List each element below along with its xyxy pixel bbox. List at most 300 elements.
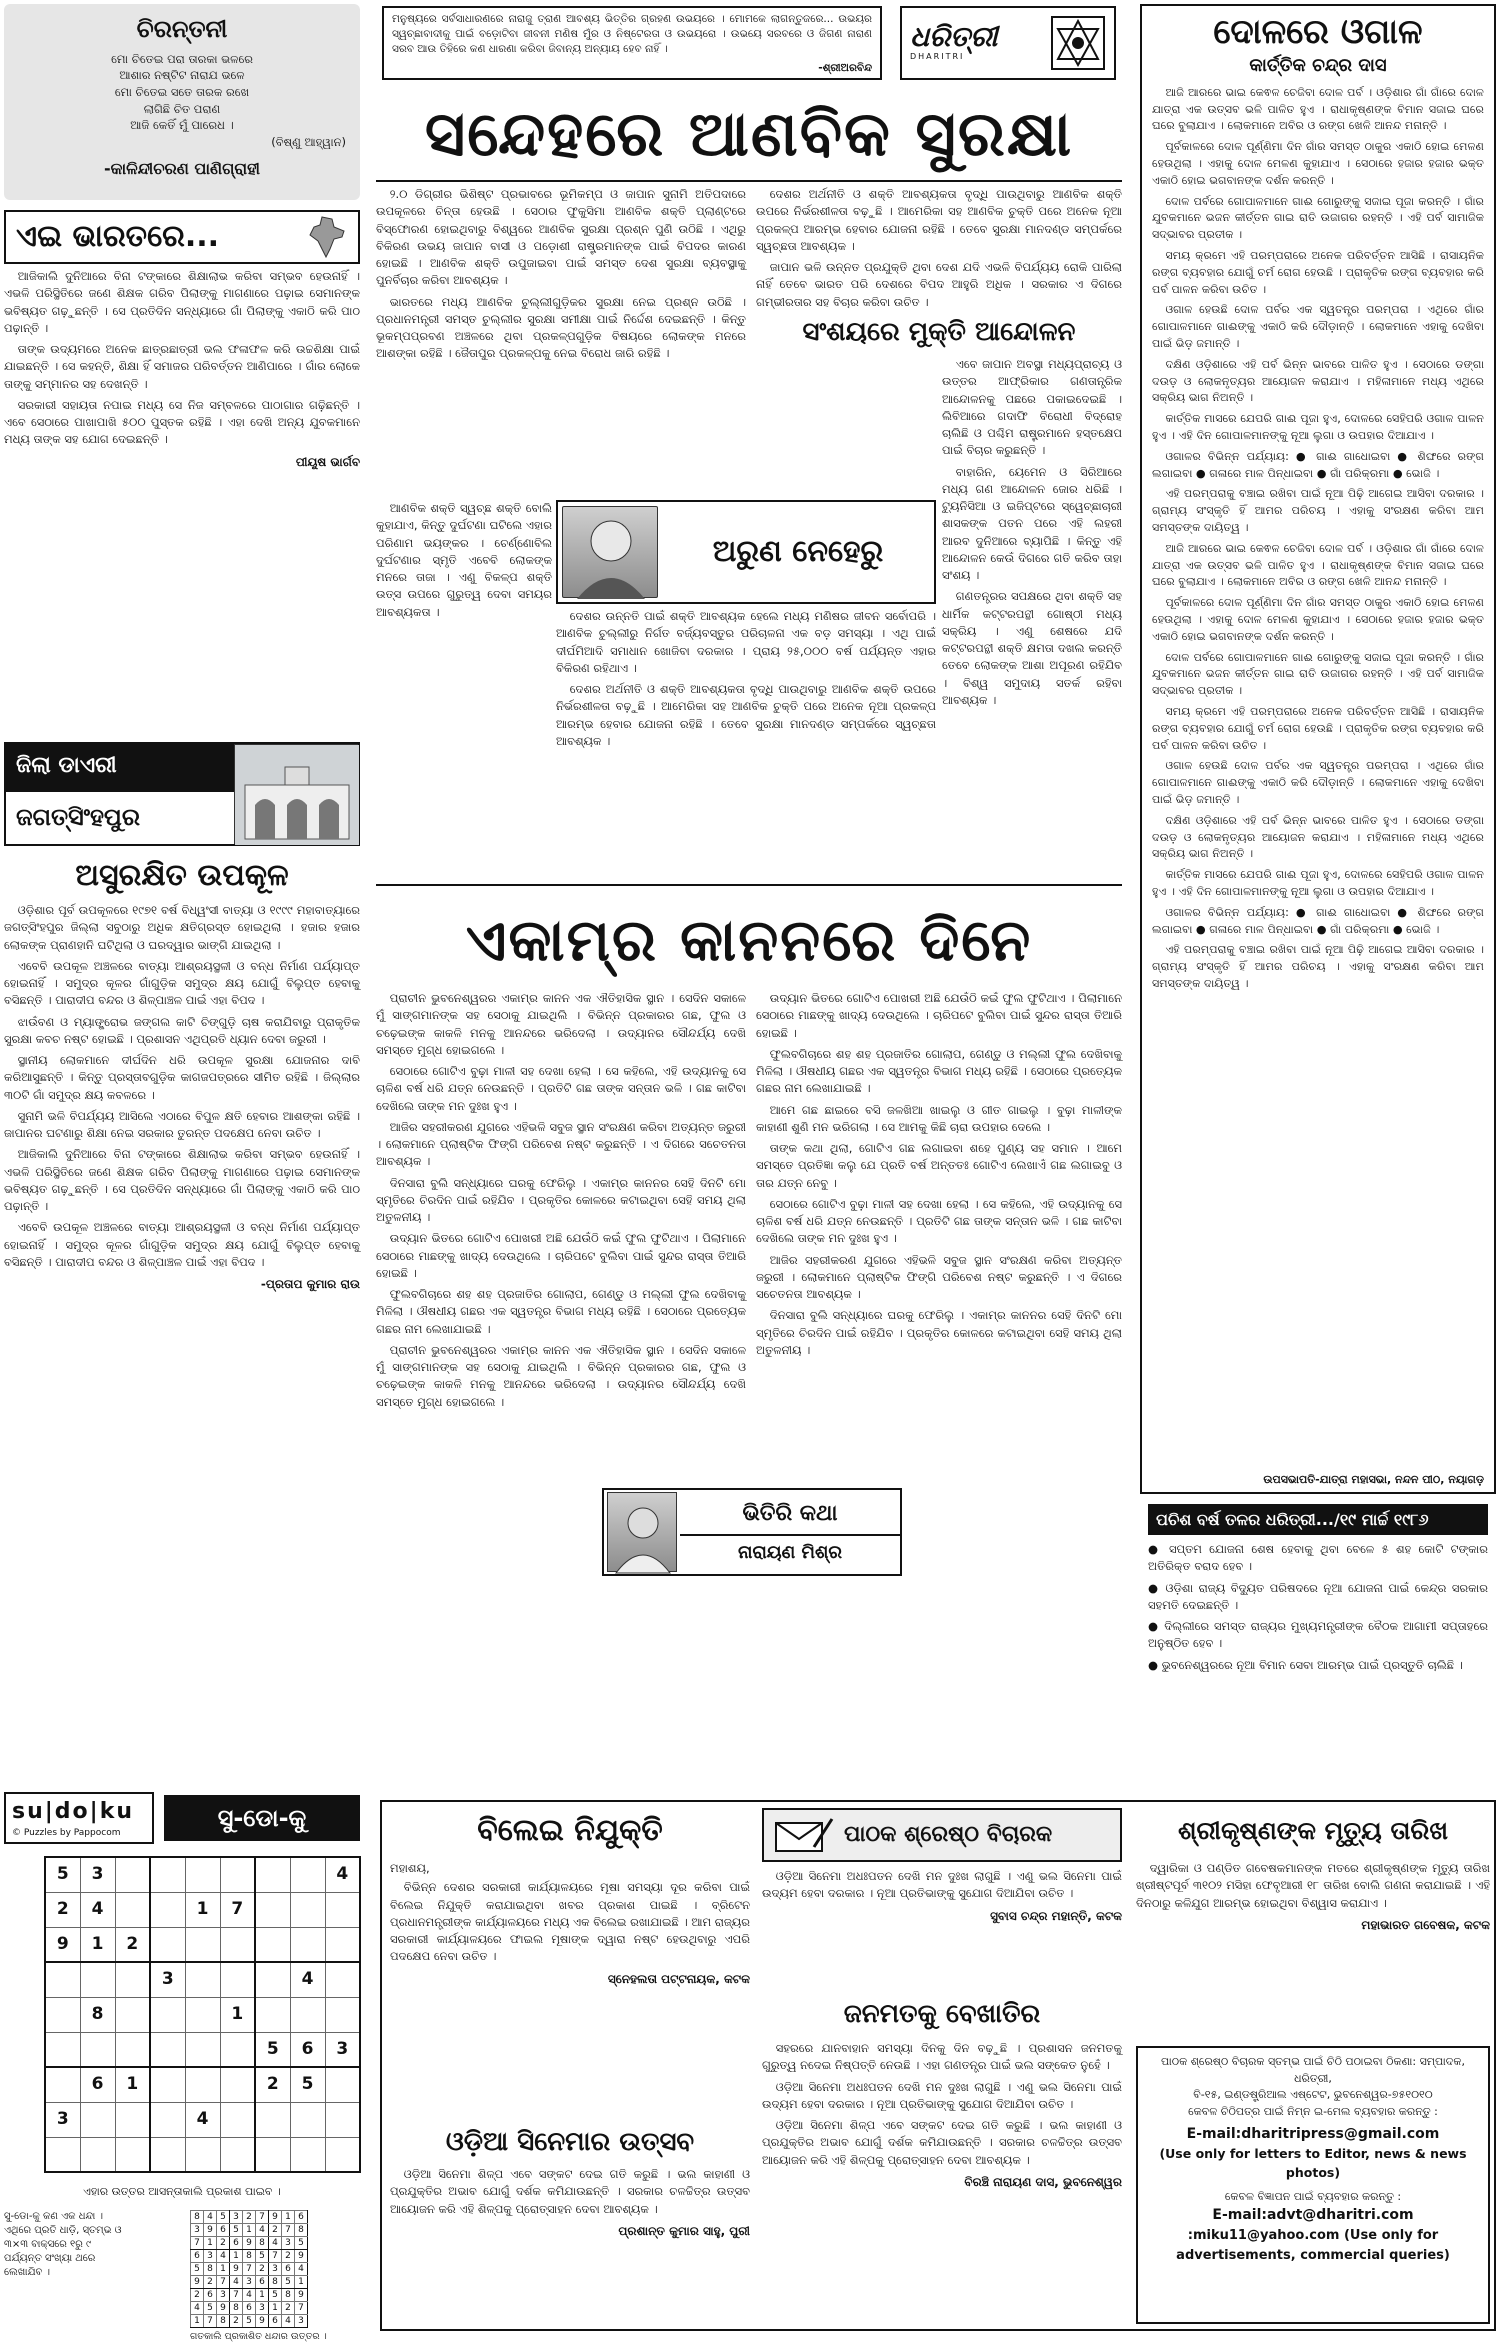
sudoku-solution-wrap (190, 2210, 350, 2342)
sudoku-cell[interactable] (115, 1962, 150, 1997)
sudoku-cell[interactable]: 4 (290, 1962, 325, 1997)
asurakshita-title: ଅସୁରକ୍ଷିତ ଉପକୂଳ (75, 858, 289, 893)
bhitiri-labels (680, 1498, 900, 1566)
solution-cell: 5 (191, 2263, 204, 2276)
solution-cell: 6 (282, 2263, 295, 2276)
sudoku-logo-sub: © Puzzles by Pappocom (12, 1828, 121, 1839)
ei-bharat-body (4, 268, 360, 736)
list-item-text: ଦିଲ୍ଲୀରେ ସମସ୍ତ ରାଜ୍ୟର ମୁଖ୍ୟମନ୍ତ୍ରୀଙ୍କ ବୈଠକ ଆଗାମୀ ସପ୍ତାହରେ ଅନୁଷ୍ଠିତ ହେବ । (1148, 1619, 1488, 1651)
paragraph: ଦେଶର ଉନ୍ନତି ପାଇଁ ଶକ୍ତି ଆବଶ୍ୟକ ହେଲେ ମଧ୍ୟ ମଣିଷର ଜୀବନ ସର୍ବୋପରି । ଆଣବିକ ଚୁଲ୍ଲୀରୁ ନିର୍ଗତ ବର୍ଜ୍ୟବସ୍ତୁର ପରିଚାଳନା ଏକ ବଡ଼ ସମସ୍ୟା । ଏଥି ପାଇଁ ଦୀର୍ଘମିଆଦି ସମାଧାନ ଖୋଜିବା ଦରକାର । ପ୍ରାୟ ୨୫,୦୦୦ ବର୍ଷ ପର୍ଯ୍ୟନ୍ତ ଏହାର ବିକିରଣ ରହିଥାଏ । (556, 609, 936, 675)
paragraph: ଓଡ଼ିଆ ସିନେମା ଅଧଃପତନ ଦେଖି ମନ ଦୁଃଖ ଲାଗୁଛି । ଏଣୁ ଭଲ ସିନେମା ପାଇଁ ଉଦ୍ୟମ ହେବା ଦରକାର । ନୂଆ ପ୍ରତିଭାଙ୍କୁ ସୁଯୋଗ ଦିଆଯିବା ଉଚିତ । (762, 1869, 1122, 1901)
solution-cell: 2 (256, 2263, 269, 2276)
solution-row (191, 2263, 308, 2276)
solution-cell: 4 (282, 2315, 295, 2328)
asurakshita-author: -ପ୍ରତାପ କୁମାର ରାଉ (260, 1277, 360, 1291)
solution-cell: 8 (282, 2289, 295, 2302)
sudoku-cell[interactable] (290, 2137, 325, 2172)
ei-bharat-header (4, 210, 360, 264)
sudoku-cell[interactable]: 1 (220, 1997, 255, 2032)
contact-email-letters[interactable]: E-mail:dharitripress@gmail.com (1186, 2126, 1440, 2142)
solution-cell: 2 (282, 2250, 295, 2263)
solution-cell: 8 (269, 2276, 282, 2289)
solution-cell: 9 (230, 2263, 243, 2276)
sudoku-grid[interactable] (44, 1856, 361, 2173)
contact-line: ପାଠକ ଶ୍ରେଷ୍ଠ ବିଚାରକ ସ୍ତମ୍ଭ ପାଇଁ ଚିଠି ପଠାଇବା ଠିକଣା: ସମ୍ପାଦକ, ଧରିତ୍ରୀ, (1161, 2055, 1465, 2085)
paragraph: ପୂର୍ବକାଳରେ ଦୋଳ ପୂର୍ଣ୍ଣିମା ଦିନ ଗାଁର ସମସ୍ତ ଠାକୁର ଏକାଠି ହୋଇ ମେଳଣ ହେଉଥିଲା । ଏହାକୁ ଦୋଳ ମେଳଣ କୁହାଯାଏ । ସେଠାରେ ହଜାର ହଜାର ଭକ୍ତ ଏକାଠି ହୋଇ ଭଗବାନଙ୍କ ଦର୍ଶନ କରନ୍ତି । (1152, 140, 1484, 187)
sudoku-cell[interactable] (150, 1857, 185, 1892)
sudoku-cell[interactable]: 8 (80, 1997, 115, 2032)
paragraph: କାର୍ତ୍ତିକ ମାସରେ ଯେପରି ଗାଈ ପୂଜା ହୁଏ, ଦୋଳରେ ସେହିପରି ଓଗାଳ ପାଳନ ହୁଏ । ଏହି ଦିନ ଗୋପାଳମାନଙ୍କୁ ନୂଆ ଲୁଗା ଓ ଉପହାର ଦିଆଯାଏ । (1152, 412, 1484, 443)
solution-cell: 5 (295, 2237, 308, 2250)
solution-cell: 4 (217, 2250, 230, 2263)
solution-cell: 4 (204, 2211, 217, 2224)
solution-cell: 5 (269, 2289, 282, 2302)
paragraph: ଦକ୍ଷିଣ ଓଡ଼ିଶାରେ ଏହି ପର୍ବ ଭିନ୍ନ ଭାବରେ ପାଳିତ ହୁଏ । ସେଠାରେ ଡଙ୍ଗା ଦଉଡ଼ ଓ ଲୋକନୃତ୍ୟର ଆୟୋଜନ କରାଯାଏ । ମହିଳାମାନେ ମଧ୍ୟ ଏଥିରେ ସକ୍ରିୟ ଭାଗ ନିଅନ୍ତି । (1152, 357, 1484, 405)
letter-sign: ସୁବାସ ଚନ୍ଦ୍ର ମହାନ୍ତି, କଟକ (990, 1908, 1122, 1923)
zilla-diary-box (4, 742, 360, 846)
solution-cell: 6 (217, 2224, 230, 2237)
sudoku-cell[interactable] (150, 1927, 185, 1962)
sanshaya-body (942, 356, 1122, 880)
sudoku-cell[interactable] (325, 2067, 360, 2102)
solution-cell: 6 (256, 2276, 269, 2289)
sudoku-cell[interactable] (290, 1927, 325, 1962)
sudoku-cell[interactable] (255, 2137, 290, 2172)
paragraph: ଓଡ଼ିଆ ସିନେମା ଶିଳ୍ପ ଏବେ ସଙ୍କଟ ଦେଇ ଗତି କରୁଛି । ଭଲ କାହାଣୀ ଓ ପ୍ରଯୁକ୍ତିର ଅଭାବ ଯୋଗୁଁ ଦର୍ଶକ କମିଯାଉଛନ୍ତି । ସରକାର ଚଳଚ୍ଚିତ୍ର ଉତ୍ସବ ଆୟୋଜନ କରି ଏହି ଶିଳ୍ପକୁ ପ୍ରୋତ୍ସାହନ ଦେବା ଆବଶ୍ୟକ । (762, 2118, 1122, 2167)
sudoku-cell[interactable] (220, 1962, 255, 1997)
sudoku-cell[interactable] (185, 1962, 220, 1997)
solution-cell: 8 (217, 2315, 230, 2328)
sudoku-cell[interactable] (80, 2137, 115, 2172)
sudoku-cell[interactable] (325, 1892, 360, 1927)
bilei-title: ବିଲେଇ ନିଯୁକ୍ତି (477, 1813, 663, 1848)
sudoku-cell[interactable]: 2 (45, 1892, 80, 1927)
poem-line: ମୋ ଚିତେଇ ସତେ ତାରକ ରଖେ (114, 85, 250, 100)
sudoku-row (45, 2102, 360, 2137)
sudoku-cell[interactable] (115, 1892, 150, 1927)
sudoku-cell[interactable]: 2 (115, 1927, 150, 1962)
dolare-body (1152, 85, 1484, 993)
contact-line: କେବଳ ଚିଠିପତ୍ର ପାଇଁ ନିମ୍ନ ଇ-ମେଲ ବ୍ୟବହାର କରନ୍ତୁ : (1188, 2104, 1438, 2118)
sudoku-row (45, 2032, 360, 2067)
paragraph: ବାହାରିନ, ୟେମେନ ଓ ସିରିଆରେ ମଧ୍ୟ ଗଣ ଆନ୍ଦୋଳନ ଜୋର ଧରିଛି । ଟ୍ୟୁନିସିଆ ଓ ଇଜିପ୍ଟରେ ସ୍ୱେଚ୍ଛାଚାରୀ ଶାସକଙ୍କ ପତନ ପରେ ଏହି ଲହରୀ ଆରବ ଦୁନିଆରେ ବ୍ୟାପିଛି । କିନ୍ତୁ ଏହି ଆନ୍ଦୋଳନ କେଉଁ ଦିଗରେ ଗତି କରିବ ତାହା ସଂଶୟ । (942, 464, 1122, 582)
solution-cell: 4 (269, 2237, 282, 2250)
solution-cell: 6 (243, 2302, 256, 2315)
paragraph: ଆଜି ଆରରେ ଭାଇ କେଵଳ ଚେଜିବା ଦୋଳ ପର୍ବ । ଓଡ଼ିଶାର ଗାଁ ଗାଁରେ ଦୋଳ ଯାତ୍ରା ଏକ ଉତ୍ସବ ଭଳି ପାଳିତ ହୁଏ । ରାଧାକୃଷ୍ଣଙ୍କ ବିମାନ ସଜାଇ ଘରେ ଘରେ ବୁଲାଯାଏ । ଲୋକମାନେ ଅବିର ଓ ରଙ୍ଗ ଖେଳି ଆନନ୍ଦ ମନାନ୍ତି । (1152, 541, 1484, 589)
sudoku-logo (4, 1792, 154, 1845)
sudoku-solution (190, 2210, 308, 2328)
paragraph: ଫୁଲବଗିଚାରେ ଶହ ଶହ ପ୍ରଜାତିର ଗୋଲାପ, ଗେଣ୍ଡୁ ଓ ମଲ୍ଲୀ ଫୁଲ ଦେଖିବାକୁ ମିଳିଲା । ଔଷଧୀୟ ଗଛର ଏକ ସ୍ୱତନ୍ତ୍ର ବିଭାଗ ମଧ୍ୟ ରହିଛି । ସେଠାରେ ପ୍ରତ୍ୟେକ ଗଛର ନାମ ଲେଖାଯାଇଛି । (376, 1287, 746, 1336)
solution-cell: 2 (282, 2302, 295, 2315)
solution-cell: 9 (217, 2302, 230, 2315)
paragraph: ଉଦ୍ୟାନ ଭିତରେ ଗୋଟିଏ ପୋଖରୀ ଅଛି ଯେଉଁଠି କଇଁ ଫୁଲ ଫୁଟିଥାଏ । ପିଲାମାନେ ସେଠାରେ ମାଛଙ୍କୁ ଖାଦ୍ୟ ଦେଉଥିଲେ । ଚାରିପଟେ ବୁଲିବା ପାଇଁ ସୁନ୍ଦର ରାସ୍ତା ତିଆରି ହୋଇଛି । (756, 991, 1122, 1040)
masthead-logo-text (910, 20, 998, 63)
paragraph: ଓଡ଼ିଆ ସିନେମା ଅଧଃପତନ ଦେଖି ମନ ଦୁଃଖ ଲାଗୁଛି । ଏଣୁ ଭଲ ସିନେମା ପାଇଁ ଉଦ୍ୟମ ହେବା ଦରକାର । ନୂଆ ପ୍ରତିଭାଙ୍କୁ ସୁଯୋଗ ଦିଆଯିବା ଉଚିତ । (762, 2079, 1122, 2111)
letter-sign: ସ୍ନେହଲତା ପଟ୍ଟନାୟକ, କଟକ (607, 1971, 750, 1986)
sudoku-cell[interactable] (115, 1997, 150, 2032)
sudoku-cell[interactable]: 1 (115, 2067, 150, 2102)
sudoku-cell[interactable]: 2 (255, 2067, 290, 2102)
zilla-label: ଜିଲା ଡାଏରୀ (6, 744, 234, 792)
solution-cell: 9 (204, 2224, 217, 2237)
sudoku-cell[interactable]: 4 (185, 2102, 220, 2137)
sudoku-cell[interactable]: 5 (45, 1857, 80, 1892)
solution-cell: 9 (243, 2237, 256, 2250)
sudoku-cell[interactable]: 4 (325, 1857, 360, 1892)
paragraph: ପ୍ରାଚୀନ ଭୁବନେଶ୍ୱରର ଏକାମ୍ର କାନନ ଏକ ଐତିହାସିକ ସ୍ଥାନ । ସେଦିନ ସକାଳେ ମୁଁ ସାଙ୍ଗମାନଙ୍କ ସହ ସେଠାକୁ ଯାଇଥିଲି । ବିଭିନ୍ନ ପ୍ରକାରର ଗଛ, ଫୁଲ ଓ ଚଢ଼େଇଙ୍କ କାକଳି ମନକୁ ଆନନ୍ଦରେ ଭରିଦେଲା । ଉଦ୍ୟାନର ସୌନ୍ଦର୍ଯ୍ୟ ଦେଖି ସମସ୍ତେ ମୁଗ୍ଧ ହୋଇଗଲେ । (376, 1342, 746, 1409)
sudoku-cell[interactable]: 7 (220, 1892, 255, 1927)
main-headline: ସନ୍ଦେହରେ ଆଣବିକ ସୁରକ୍ଷା (376, 86, 1122, 182)
sudoku-cell[interactable] (80, 2102, 115, 2137)
solution-cell: 2 (230, 2315, 243, 2328)
solution-cell: 6 (191, 2250, 204, 2263)
odia-cinema-title: ଓଡ଼ିଆ ସିନେମାର ଉତ୍ସବ (445, 2127, 695, 2157)
solution-cell: 7 (269, 2250, 282, 2263)
solution-cell: 6 (230, 2237, 243, 2250)
sudoku-cell[interactable]: 5 (255, 2032, 290, 2067)
letter-sign: ମହାଭାରତ ଗବେଷକ, କଟକ (1361, 1917, 1490, 1932)
sudoku-cell[interactable] (220, 1927, 255, 1962)
author-box (556, 500, 936, 604)
poem-line: ଆଶାର ନଷ୍ଟିଟ ନାରାଯ ଭଳେ (119, 68, 245, 83)
contact-line: ବି-୧୫, ଇଣ୍ଡଷ୍ଟ୍ରିଆଲ ଏଷ୍ଟେଟ, ଭୁବନେଶ୍ୱର-୭୫୧୦୧୦ (1193, 2088, 1433, 2101)
sudoku-cell[interactable] (290, 2102, 325, 2137)
solution-cell: 5 (243, 2315, 256, 2328)
sudoku-cell[interactable] (185, 1857, 220, 1892)
pachisa-list (1148, 1541, 1488, 1674)
solution-cell: 1 (230, 2250, 243, 2263)
zilla-district: ଜଗତ୍‌ସିଂହପୁର (16, 803, 141, 831)
paragraph: ଦକ୍ଷିଣ ଓଡ଼ିଶାରେ ଏହି ପର୍ବ ଭିନ୍ନ ଭାବରେ ପାଳିତ ହୁଏ । ସେଠାରେ ଡଙ୍ଗା ଦଉଡ଼ ଓ ଲୋକନୃତ୍ୟର ଆୟୋଜନ କରାଯାଏ । ମହିଳାମାନେ ମଧ୍ୟ ଏଥିରେ ସକ୍ରିୟ ଭାଗ ନିଅନ୍ତି । (1152, 813, 1484, 861)
solution-cell: 9 (295, 2289, 308, 2302)
solution-row (191, 2237, 308, 2250)
sudoku-cell[interactable] (115, 1857, 150, 1892)
pathaka-body (762, 1868, 1122, 1988)
pathaka-header (762, 1808, 1122, 1862)
chirantani-title: ଚିରନ୍ତନୀ (136, 15, 228, 43)
sudoku-cell[interactable] (185, 2067, 220, 2102)
paragraph: ଓଗାଳର ବିଭିନ୍ନ ପର୍ଯ୍ୟାୟ: ● ଗାଈ ଗାଧୋଇବା ● ଶିଙ୍ଘରେ ରଙ୍ଗ ଲଗାଇବା ● ଗଳାରେ ମାଳ ପିନ୍ଧାଇବା ● ଗାଁ ପରିକ୍ରମା ● ଭୋଜି । (1152, 905, 1484, 936)
author-portrait-icon (563, 507, 659, 599)
main-article-col1-b (376, 500, 552, 880)
paragraph: ସୁନାମି ଭଳି ବିପର୍ଯ୍ୟୟ ଆସିଲେ ଏଠାରେ ବିପୁଳ କ୍ଷତି ହେବାର ଆଶଙ୍କା ରହିଛି । ଜାପାନର ଘଟଣାରୁ ଶିକ୍ଷା ନେଇ ସରକାର ତୁରନ୍ତ ପଦକ୍ଷେପ ନେବା ଉଚିତ । (4, 1108, 360, 1140)
paragraph: ସରକାରୀ ସହାୟତା ନପାଇ ମଧ୍ୟ ସେ ନିଜ ସମ୍ବଳରେ ପାଠାଗାର ଗଢ଼ିଛନ୍ତି । ଏବେ ସେଠାରେ ପାଖାପାଖି ୫୦୦ ପୁସ୍ତକ ରହିଛି । ଏହା ଦେଖି ଅନ୍ୟ ଯୁବକମାନେ ମଧ୍ୟ ତାଙ୍କ ସହ ଯୋଗ ଦେଇଛନ୍ତି । (4, 397, 360, 447)
sudoku-cell[interactable] (255, 1927, 290, 1962)
paragraph: ଆମେ ଗଛ ଛାଇରେ ବସି ଜଳଖିଆ ଖାଇଲୁ ଓ ଗୀତ ଗାଇଲୁ । ବୁଢ଼ା ମାଳୀଙ୍କ କାହାଣୀ ଶୁଣି ମନ ଭରିଗଲା । ସେ ଆମକୁ କିଛି ଚାରା ଉପହାର ଦେଲେ । (756, 1102, 1122, 1134)
paragraph: ଆଣବିକ ଶକ୍ତି ସ୍ୱଚ୍ଛ ଶକ୍ତି ବୋଲି କୁହାଯାଏ, କିନ୍ତୁ ଦୁର୍ଘଟଣା ଘଟିଲେ ଏହାର ପରିଣାମ ଭୟଙ୍କର । ଚେର୍ଣ୍ଣୋବିଲ ଦୁର୍ଘଟଣାର ସ୍ମୃତି ଏବେବି ଲୋକଙ୍କ ମନରେ ତାଜା । ଏଣୁ ବିକଳ୍ପ ଶକ୍ତି ଉତ୍ସ ଉପରେ ଗୁରୁତ୍ୱ ଦେବା ସମୟର ଆବଶ୍ୟକତା । (376, 501, 552, 619)
sudoku-cell[interactable] (80, 2032, 115, 2067)
building-icon (235, 745, 359, 845)
solution-cell: 2 (191, 2289, 204, 2302)
sudoku-cell[interactable] (150, 2032, 185, 2067)
sudoku-cell[interactable] (185, 2032, 220, 2067)
solution-cell: 7 (243, 2263, 256, 2276)
list-item-text: ସପ୍ତମ ଯୋଜନା ଶେଷ ହେବାକୁ ଥିବା ବେଳେ ୫ ଶହ କୋଟି ଟଙ୍କାର ଅତିରିକ୍ତ ବରାଦ ହେବ । (1148, 1542, 1488, 1574)
sudoku-rules (4, 2210, 124, 2330)
sanshaya-heading: ସଂଶୟରେ ମୁକ୍ତି ଆନ୍ଦୋଳନ (756, 310, 1122, 354)
salutation: ମହାଶୟ, (390, 1861, 430, 1875)
sudoku-cell[interactable]: 5 (290, 2067, 325, 2102)
sudoku-row (45, 1997, 360, 2032)
paragraph: ଆଜିକାଲି ଦୁନିଆରେ ବିନା ଟଙ୍କାରେ ଶିକ୍ଷାଲାଭ କରିବା ସମ୍ଭବ ହେଉନାହିଁ । ଏଭଳି ପରିସ୍ଥିତିରେ ଜଣେ ଶିକ୍ଷକ ଗରିବ ପିଲାଙ୍କୁ ମାଗଣାରେ ପଢ଼ାଇ ସେମାନଙ୍କ ଭବିଷ୍ୟତ ଗଢ଼ୁଛନ୍ତି । ସେ ପ୍ରତିଦିନ ସନ୍ଧ୍ୟାରେ ଗାଁ ପିଲାଙ୍କୁ ଏକାଠି କରି ପାଠ ପଢ଼ାନ୍ତି । (4, 269, 360, 335)
sudoku-cell[interactable] (255, 1892, 290, 1927)
masthead (900, 6, 1116, 80)
sudoku-rule: ସୁ-ଡୋ-କୁ କଣ ଏକ ଧନ୍ଦା । ଏଥିରେ ପ୍ରତି ଧାଡ଼ି, ସ୍ତମ୍ଭ ଓ ୩×୩ ବାକ୍ସରେ ୧ରୁ ୯ ପର୍ଯ୍ୟନ୍ତ ସଂଖ୍ୟା ଥରେ ଲେଖାଯିବ । (4, 2211, 122, 2278)
masthead-sub: DHARITRI (910, 52, 965, 62)
solution-cell: 1 (282, 2211, 295, 2224)
sudoku-cell[interactable]: 6 (80, 2067, 115, 2102)
solution-cell: 5 (282, 2276, 295, 2289)
janamata-title: ଜନମତକୁ ବେଖାତିର (843, 1999, 1041, 2029)
sudoku-solution-caption: ଗତକାଲି ପ୍ରକାଶିତ ଧନ୍ଦାର ଉତ୍ତର । (190, 2331, 327, 2342)
solution-cell: 3 (217, 2289, 230, 2302)
sudoku-row (45, 2067, 360, 2102)
solution-cell: 3 (191, 2224, 204, 2237)
sudoku-cell[interactable] (325, 1927, 360, 1962)
top-quote-author: -ଶ୍ରୀଅରବିନ୍ଦ (818, 61, 872, 74)
solution-row (191, 2224, 308, 2237)
solution-cell: 1 (204, 2237, 217, 2250)
srikrishna-title: ଶ୍ରୀକୃଷ୍ଣଙ୍କ ମୃତ୍ୟୁ ତାରିଖ (1177, 1816, 1449, 1845)
paragraph: ଏହି ପରମ୍ପରାକୁ ବଞ୍ଚାଇ ରଖିବା ପାଇଁ ନୂଆ ପିଢ଼ି ଆଗେଇ ଆସିବା ଦରକାର । ଗ୍ରାମ୍ୟ ସଂସ୍କୃତି ହିଁ ଆମର ପରିଚୟ । ଏହାକୁ ସଂରକ୍ଷଣ କରିବା ଆମ ସମସ୍ତଙ୍କ ଦାୟିତ୍ୱ । (1152, 487, 1484, 535)
solution-cell: 7 (217, 2276, 230, 2289)
paragraph: ଦିନସାରା ବୁଲି ସନ୍ଧ୍ୟାରେ ଘରକୁ ଫେରିଲୁ । ଏକାମ୍ର କାନନର ସେହି ଦିନଟି ମୋ ସ୍ମୃତିରେ ଚିରଦିନ ପାଇଁ ରହିଯିବ । ପ୍ରକୃତିର କୋଳରେ କଟାଇଥିବା ସେହି ସମୟ ଥିଲା ଅତୁଳନୀୟ । (756, 1308, 1122, 1357)
sudoku-cell[interactable] (45, 2137, 80, 2172)
solution-cell: 3 (230, 2211, 243, 2224)
solution-cell: 3 (204, 2250, 217, 2263)
solution-cell: 5 (230, 2224, 243, 2237)
paragraph: ଦେଶର ଅର୍ଥନୀତି ଓ ଶକ୍ତି ଆବଶ୍ୟକତା ବୃଦ୍ଧି ପାଉଥିବାରୁ ଆଣବିକ ଶକ୍ତି ଉପରେ ନିର୍ଭରଶୀଳତା ବଢ଼ୁଛି । ଆମେରିକା ସହ ଆଣବିକ ଚୁକ୍ତି ପରେ ଅନେକ ନୂଆ ପ୍ରକଳ୍ପ ଆରମ୍ଭ ହେବାର ଯୋଜନା ରହିଛି । ତେବେ ସୁରକ୍ଷା ମାନଦଣ୍ଡ ସମ୍ପର୍କରେ ସ୍ୱଚ୍ଛତା ଆବଶ୍ୟକ । (756, 187, 1122, 253)
solution-cell: 5 (217, 2211, 230, 2224)
sudoku-cell[interactable] (150, 2067, 185, 2102)
sudoku-cell[interactable] (325, 1997, 360, 2032)
top-quote-text: ମନୁଷ୍ୟରେ ସର୍ବସାଧାରଣରେ ନାରାଜୁ ତ୍ରାଣ ଆବଶ୍ୟ ଭିତ୍ତିର ଗ୍ରହଣ ଉଭୟରେ । ମୋମକେ ଲାଗନ୍ତୁଜରେ... ଉଭୟର ସ୍ୱଚ୍ଛାବାଦୀକୁ ପାଇଁ ବଡ଼ୋଟିବା ଜୀବନୀ ମଣିଷ ମୁଁର ଓ ନିଷ୍ଟେରତା ଓ ଉଭୟରୋ । ଉଭୟେ ସରବରେ ଓ ଜିଗଣ ନାରାଣ ସରବ ଆଉ ତିହିରେ କଣ ଧାରଣା କରିବା ଜିବାନ୍ୟ ଅନ୍ୟାୟ ହେବ ନାହିଁ । (392, 13, 872, 56)
sudoku-cell[interactable] (45, 1962, 80, 1997)
solution-cell: 4 (295, 2263, 308, 2276)
solution-cell: 7 (204, 2315, 217, 2328)
pachisa-box (1140, 1500, 1496, 1780)
sudoku-cell[interactable]: 9 (45, 1927, 80, 1962)
sudoku-cell[interactable] (255, 2102, 290, 2137)
solution-cell: 8 (295, 2224, 308, 2237)
sudoku-cell[interactable] (325, 2137, 360, 2172)
sudoku-cell[interactable]: 4 (80, 1892, 115, 1927)
masthead-name: ଧରିତ୍ରୀ (910, 20, 998, 54)
contact-box (1136, 2046, 1490, 2324)
divider (376, 884, 1122, 886)
paragraph: ସେଠାରେ ଗୋଟିଏ ବୁଢ଼ା ମାଳୀ ସହ ଦେଖା ହେଲା । ସେ କହିଲେ, ଏହି ଉଦ୍ୟାନକୁ ସେ ଚାଳିଶ ବର୍ଷ ଧରି ଯତ୍ନ ନେଉଛନ୍ତି । ପ୍ରତିଟି ଗଛ ତାଙ୍କ ସନ୍ତାନ ଭଳି । ଗଛ କାଟିବା ଦେଖିଲେ ତାଙ୍କ ମନ ଦୁଃଖ ହୁଏ । (376, 1064, 746, 1113)
sudoku-cell[interactable] (115, 2032, 150, 2067)
solution-cell: 1 (295, 2276, 308, 2289)
sudoku-cell[interactable] (150, 2137, 185, 2172)
sudoku-row (45, 1857, 360, 1892)
solution-cell: 7 (230, 2289, 243, 2302)
paragraph: ଓଗାଳ ହେଉଛି ଦୋଳ ପର୍ବର ଏକ ସ୍ୱତନ୍ତ୍ର ପରମ୍ପରା । ଏଥିରେ ଗାଁର ଗୋପାଳମାନେ ଗାଈଙ୍କୁ ଏକାଠି କରି ଦୌଡ଼ାନ୍ତି । ଲୋକମାନେ ଏହାକୁ ଦେଖିବା ପାଇଁ ଭିଡ଼ ଜମାନ୍ତି । (1152, 759, 1484, 806)
list-item: ● ଦିଲ୍ଲୀରେ ସମସ୍ତ ରାଜ୍ୟର ମୁଖ୍ୟମନ୍ତ୍ରୀଙ୍କ ବୈଠକ ଆଗାମୀ ସପ୍ତାହରେ ଅନୁଷ୍ଠିତ ହେବ । (1148, 1619, 1488, 1651)
sudoku-cell[interactable]: 3 (325, 2032, 360, 2067)
paragraph: ଆଜିର ସହରୀକରଣ ଯୁଗରେ ଏହିଭଳି ସବୁଜ ସ୍ଥାନ ସଂରକ୍ଷଣ କରିବା ଅତ୍ୟନ୍ତ ଜରୁରୀ । ଲୋକମାନେ ପ୍ଲାଷ୍ଟିକ ଫିଙ୍ଗି ପରିବେଶ ନଷ୍ଟ କରୁଛନ୍ତି । ଏ ଦିଗରେ ସଚେତନତା ଆବଶ୍ୟକ । (756, 1252, 1122, 1301)
sudoku-cell[interactable] (185, 1927, 220, 1962)
letter-sign: ପ୍ରଶାନ୍ତ କୁମାର ସାହୁ, ପୁରୀ (618, 2223, 750, 2238)
solution-cell: 9 (295, 2250, 308, 2263)
sudoku-cell[interactable] (325, 2102, 360, 2137)
paragraph: ୨.୦ ଡିଗ୍ରୀର ଭିଶିଷ୍ଟ ପ୍ରଭାବରେ ଭୂମିକମ୍ପ ଓ ଜାପାନ ସୁନାମି ଅତିପଦାରେ ଉପକୂଳରେ ଚିନ୍ତା ହେଉଛି । ସେଠାର ଫୁକୁସିମା ଆଣବିକ ଶକ୍ତି ପ୍ଲାଣ୍ଟରେ ବିସ୍ଫୋରଣ ହୋଇଥିବାରୁ ବିଶ୍ୱରେ ଆଣବିକ ସୁରକ୍ଷା ପ୍ରଶ୍ନ ପୁଣି ଉଠିଛି । ଏଥିରୁ ବିକିରଣ ଉଭୟ ଜାପାନ ବାସୀ ଓ ପଡ଼ୋଶୀ ରାଷ୍ଟ୍ରମାନଙ୍କ ପାଇଁ ବିପଦର କାରଣ ହୋଇଛି । ଆଣବିକ ଶକ୍ତି ଉପୁଜାଇବା ପାଇଁ ସମସ୍ତ ଦେଶ ସୁରକ୍ଷା ବ୍ୟବସ୍ଥାକୁ ପୁନର୍ବିଚାର କରିବା ଆବଶ୍ୟକ । (376, 187, 746, 288)
contact-email-note: (Use only for letters to Editor, news & news photos) (1159, 2146, 1467, 2180)
sudoku-grid-wrap (44, 1856, 364, 2176)
paragraph: ଜାପାନ ଭଳି ଉନ୍ନତ ପ୍ରଯୁକ୍ତି ଥିବା ଦେଶ ଯଦି ଏଭଳି ବିପର୍ଯ୍ୟୟ ରୋକି ପାରିଲା ନାହିଁ ତେବେ ଭାରତ ପରି ଦେଶରେ ବିପଦ ଆହୁରି ଅଧିକ । ସରକାର ଏ ଦିଗରେ ଗମ୍ଭୀରତାର ସହ ବିଚାର କରିବା ଉଚିତ । (756, 260, 1122, 309)
paragraph: ଆଜିର ସହରୀକରଣ ଯୁଗରେ ଏହିଭଳି ସବୁଜ ସ୍ଥାନ ସଂରକ୍ଷଣ କରିବା ଅତ୍ୟନ୍ତ ଜରୁରୀ । ଲୋକମାନେ ପ୍ଲାଷ୍ଟିକ ଫିଙ୍ଗି ପରିବେଶ ନଷ୍ଟ କରୁଛନ୍ତି । ଏ ଦିଗରେ ସଚେତନତା ଆବଶ୍ୟକ । (376, 1119, 746, 1169)
bhitiri-author: ନାରାୟଣ ମିଶ୍ର (737, 1541, 842, 1563)
sudoku-cell[interactable] (325, 1962, 360, 1997)
dolare-title: ଦୋଳରେ ଓଗାଳ (1213, 12, 1423, 52)
sudoku-cell[interactable] (115, 2102, 150, 2137)
list-item-text: ଭୁବନେଶ୍ୱରରେ ନୂଆ ବିମାନ ସେବା ଆରମ୍ଭ ପାଇଁ ପ୍ରସ୍ତୁତି ଚାଲିଛି । (1161, 1657, 1463, 1672)
sudoku-row (45, 1962, 360, 1997)
solution-cell: 1 (256, 2289, 269, 2302)
bhitiri-katha-box (602, 1488, 902, 1576)
sudoku-cell[interactable] (290, 1892, 325, 1927)
paragraph: ବିଭିନ୍ନ ଦେଶର ସରକାରୀ କାର୍ଯ୍ୟାଳୟରେ ମୂଷା ସମସ୍ୟା ଦୂର କରିବା ପାଇଁ ବିଲେଇ ନିଯୁକ୍ତି କରାଯାଇଥିବା ଖବର ପ୍ରକାଶ ପାଇଛି । ବ୍ରିଟେନ ପ୍ରଧାନମନ୍ତ୍ରୀଙ୍କ କାର୍ଯ୍ୟାଳୟରେ ମଧ୍ୟ ଏକ ବିଲେଇ ରଖାଯାଇଛି । ଆମ ରାଜ୍ୟର ସରକାରୀ କାର୍ଯ୍ୟାଳୟରେ ଫାଇଲ ମୂଷାଙ୍କ ଦ୍ୱାରା ନଷ୍ଟ ହେଉଥିବାରୁ ଏପରି ପଦକ୍ଷେପ ନେବା ଉଚିତ । (390, 1880, 751, 1964)
poem-line: ମୋ ଚିତେଇ ପରା ତାରକା ଭଳରେ (111, 51, 253, 66)
envelope-pen-icon (774, 1817, 834, 1853)
sudoku-row (45, 1892, 360, 1927)
sudoku-cell[interactable]: 3 (150, 1962, 185, 1997)
sudoku-cell[interactable] (290, 1857, 325, 1892)
sudoku-cell[interactable] (80, 1962, 115, 1997)
poem-line: ଆଜି କେତିଁ ମୁଁ ପାରେଧ । (130, 118, 234, 133)
ei-bharat-title: ଏଇ ଭାରତରେ... (16, 219, 220, 255)
sudoku-cell[interactable] (220, 2137, 255, 2172)
solution-cell: 6 (269, 2315, 282, 2328)
solution-cell: 7 (191, 2237, 204, 2250)
solution-cell: 3 (295, 2315, 308, 2328)
pathaka-title: ପାଠକ ଶ୍ରେଷ୍ଠ ବିଚାରକ (844, 1822, 1053, 1848)
paragraph: ଦୋଳ ପର୍ବରେ ଗୋପାଳମାନେ ଗାଈ ଗୋରୁଙ୍କୁ ସଜାଇ ପୂଜା କରନ୍ତି । ଗାଁର ଯୁବକମାନେ ଭଜନ କୀର୍ତ୍ତନ ଗାଇ ରାତି ଉଜାଗର ରହନ୍ତି । ଏହି ପର୍ବ ସାମାଜିକ ସଦ୍ଭାବର ପ୍ରତୀକ । (1152, 650, 1484, 698)
solution-cell: 9 (256, 2315, 269, 2328)
letter-sign: ବିରଞ୍ଚି ନାରାୟଣ ଦାସ, ଭୁବନେଶ୍ୱର (964, 2174, 1122, 2189)
top-quote-box (382, 6, 882, 80)
ekamra-col1 (376, 990, 746, 1790)
solution-cell: 7 (295, 2302, 308, 2315)
solution-cell: 8 (243, 2250, 256, 2263)
solution-cell: 3 (256, 2302, 269, 2315)
sudoku-cell[interactable] (45, 1997, 80, 2032)
paragraph: ତାଙ୍କ ଉଦ୍ୟମରେ ଅନେକ ଛାତ୍ରଛାତ୍ରୀ ଭଲ ଫଳାଫଳ କରି ଉଚ୍ଚଶିକ୍ଷା ପାଇଁ ଯାଇଛନ୍ତି । ସେ କହନ୍ତି, ଶିକ୍ଷା ହିଁ ସମାଜର ପରିବର୍ତ୍ତନ ଆଣିପାରେ । ଗାଁର ଲୋକେ ତାଙ୍କୁ ସମ୍ମାନର ସହ ଦେଖନ୍ତି । (4, 342, 360, 391)
solution-cell: 8 (204, 2263, 217, 2276)
solution-cell: 1 (243, 2224, 256, 2237)
india-map-icon (304, 215, 348, 259)
sudoku-cell[interactable] (255, 1962, 290, 1997)
bhitiri-label: ଭିତିରି କଥା (680, 1498, 900, 1536)
sudoku-cell[interactable] (290, 1997, 325, 2032)
sudoku-cell[interactable] (220, 2102, 255, 2137)
solution-cell: 8 (256, 2237, 269, 2250)
solution-row (191, 2211, 308, 2224)
solution-cell: 1 (217, 2263, 230, 2276)
zilla-photo (234, 744, 358, 844)
solution-row (191, 2276, 308, 2289)
dolare-author: କାର୍ତ୍ତିକ ଚନ୍ଦ୍ର ଦାସ (1249, 54, 1387, 76)
paragraph: ଏବେବି ଉପକୂଳ ଅଞ୍ଚଳରେ ବାତ୍ୟା ଆଶ୍ରୟସ୍ଥଳୀ ଓ ବନ୍ଧ ନିର୍ମାଣ ପର୍ଯ୍ୟାପ୍ତ ହୋଇନାହିଁ । ସମୁଦ୍ର କୂଳର ଗାଁଗୁଡ଼ିକ ସମୁଦ୍ର କ୍ଷୟ ଯୋଗୁଁ ବିଲୁପ୍ତ ହେବାକୁ ବସିଛନ୍ତି । ପାରାଦୀପ ବନ୍ଦର ଓ ଶିଳ୍ପାଞ୍ଚଳ ପାଇଁ ଏହା ବିପଦ । (4, 958, 360, 1008)
solution-row (191, 2302, 308, 2315)
janamata-body (762, 2040, 1122, 2326)
sudoku-cell[interactable] (115, 2137, 150, 2172)
solution-row (191, 2289, 308, 2302)
ekamra-headline: ଏକାମ୍ର କାନନରେ ଦିନେ (465, 906, 1033, 974)
list-item-text: ଓଡ଼ିଶା ରାଜ୍ୟ ବିଦ୍ୟୁତ ପରିଷଦରେ ନୂଆ ଯୋଜନା ପାଇଁ କେନ୍ଦ୍ର ସରକାର ସହମତି ଦେଇଛନ୍ତି । (1148, 1580, 1488, 1612)
sudoku-cell[interactable] (45, 2067, 80, 2102)
zilla-labels (6, 744, 234, 844)
sudoku-note: ଏହାର ଉତ୍ତର ଆସନ୍ତାକାଲି ପ୍ରକାଶ ପାଇବ । (83, 2185, 281, 2198)
solution-cell: 3 (243, 2276, 256, 2289)
sudoku-cell[interactable]: 6 (290, 2032, 325, 2067)
sudoku-cell[interactable] (255, 1857, 290, 1892)
sudoku-cell[interactable] (255, 1997, 290, 2032)
list-item: ● ଭୁବନେଶ୍ୱରରେ ନୂଆ ବିମାନ ସେବା ଆରମ୍ଭ ପାଇଁ ପ୍ରସ୍ତୁତି ଚାଲିଛି । (1148, 1657, 1463, 1672)
paragraph: ଦିନସାରା ବୁଲି ସନ୍ଧ୍ୟାରେ ଘରକୁ ଫେରିଲୁ । ଏକାମ୍ର କାନନର ସେହି ଦିନଟି ମୋ ସ୍ମୃତିରେ ଚିରଦିନ ପାଇଁ ରହିଯିବ । ପ୍ରକୃତିର କୋଳରେ କଟାଇଥିବା ସେହି ସମୟ ଥିଲା ଅତୁଳନୀୟ । (376, 1175, 746, 1224)
solution-cell: 9 (269, 2211, 282, 2224)
sudoku-cell[interactable] (45, 2032, 80, 2067)
sudoku-row (45, 2137, 360, 2172)
sudoku-cell[interactable] (150, 1997, 185, 2032)
solution-cell: 2 (217, 2237, 230, 2250)
paragraph: ସହରରେ ଯାନବାହାନ ସମସ୍ୟା ଦିନକୁ ଦିନ ବଢ଼ୁଛି । ପ୍ରଶାସନ ଜନମତକୁ ଗୁରୁତ୍ୱ ନଦେଇ ନିଷ୍ପତ୍ତି ନେଉଛି । ଏହା ଗଣତନ୍ତ୍ର ପାଇଁ ଭଲ ସଙ୍କେତ ନୁହେଁ । (762, 2041, 1122, 2073)
paragraph: ସେଠାରେ ଗୋଟିଏ ବୁଢ଼ା ମାଳୀ ସହ ଦେଖା ହେଲା । ସେ କହିଲେ, ଏହି ଉଦ୍ୟାନକୁ ସେ ଚାଳିଶ ବର୍ଷ ଧରି ଯତ୍ନ ନେଉଛନ୍ତି । ପ୍ରତିଟି ଗଛ ତାଙ୍କ ସନ୍ତାନ ଭଳି । ଗଛ କାଟିବା ଦେଖିଲେ ତାଙ୍କ ମନ ଦୁଃଖ ହୁଏ । (756, 1196, 1122, 1246)
solution-cell: 8 (191, 2211, 204, 2224)
paragraph: ଫୁଲବଗିଚାରେ ଶହ ଶହ ପ୍ରଜାତିର ଗୋଲାପ, ଗେଣ୍ଡୁ ଓ ମଲ୍ଲୀ ଫୁଲ ଦେଖିବାକୁ ମିଳିଲା । ଔଷଧୀୟ ଗଛର ଏକ ସ୍ୱତନ୍ତ୍ର ବିଭାଗ ମଧ୍ୟ ରହିଛି । ସେଠାରେ ପ୍ରତ୍ୟେକ ଗଛର ନାମ ଲେଖାଯାଇଛି । (756, 1046, 1122, 1096)
sudoku-cell[interactable] (185, 2137, 220, 2172)
paragraph: ପ୍ରାଚୀନ ଭୁବନେଶ୍ୱରର ଏକାମ୍ର କାନନ ଏକ ଐତିହାସିକ ସ୍ଥାନ । ସେଦିନ ସକାଳେ ମୁଁ ସାଙ୍ଗମାନଙ୍କ ସହ ସେଠାକୁ ଯାଇଥିଲି । ବିଭିନ୍ନ ପ୍ରକାରର ଗଛ, ଫୁଲ ଓ ଚଢ଼େଇଙ୍କ କାକଳି ମନକୁ ଆନନ୍ଦରେ ଭରିଦେଲା । ଉଦ୍ୟାନର ସୌନ୍ଦର୍ଯ୍ୟ ଦେଖି ସମସ୍ତେ ମୁଗ୍ଧ ହୋଇଗଲେ । (376, 991, 746, 1057)
srikrishna-body (1136, 1860, 1490, 2010)
paragraph: ଓଗାଳର ବିଭିନ୍ନ ପର୍ଯ୍ୟାୟ: ● ଗାଈ ଗାଧୋଇବା ● ଶିଙ୍ଘରେ ରଙ୍ଗ ଲଗାଇବା ● ଗଳାରେ ମାଳ ପିନ୍ଧାଇବା ● ଗାଁ ପରିକ୍ରମା ● ଭୋଜି । (1152, 449, 1484, 480)
solution-cell: 2 (269, 2224, 282, 2237)
sudoku-cell[interactable]: 3 (45, 2102, 80, 2137)
contact-ad-label: କେବଳ ବିଜ୍ଞାପନ ପାଇଁ ବ୍ୟବହାର କରନ୍ତୁ : (1224, 2189, 1402, 2203)
author-name: ଅରୁଣ ନେହେରୁ (712, 534, 884, 570)
poem-line: (ବିଷ୍ଣୁ ଆହ୍ୱାନ) (271, 135, 346, 150)
sudoku-cell[interactable] (185, 1997, 220, 2032)
bhitiri-author-photo (607, 1492, 677, 1572)
paragraph: ଗଣତନ୍ତ୍ରର ସପକ୍ଷରେ ଥିବା ଶକ୍ତି ସହ ଧାର୍ମିକ କଟ୍ଟରପନ୍ଥୀ ଗୋଷ୍ଠୀ ମଧ୍ୟ ସକ୍ରିୟ । ଏଣୁ ଶେଷରେ ଯଦି କଟ୍ଟରପନ୍ଥୀ ଶକ୍ତି କ୍ଷମତା ଦଖଲ କରନ୍ତି ତେବେ ଲୋକଙ୍କ ଆଶା ଅପୂରଣ ରହିଯିବ । ବିଶ୍ୱ ସମୁଦାୟ ସତର୍କ ରହିବା ଆବଶ୍ୟକ । (942, 589, 1122, 707)
solution-cell: 4 (191, 2302, 204, 2315)
main-article-col2-b (556, 608, 936, 880)
paragraph: ଭାରତରେ ମଧ୍ୟ ଆଣବିକ ଚୁଲ୍ଲୀଗୁଡ଼ିକର ସୁରକ୍ଷା ନେଇ ପ୍ରଶ୍ନ ଉଠିଛି । ପ୍ରଧାନମନ୍ତ୍ରୀ ସମସ୍ତ ଚୁଲ୍ଲୀର ସୁରକ୍ଷା ସମୀକ୍ଷା ପାଇଁ ନିର୍ଦ୍ଦେଶ ଦେଇଛନ୍ତି । କିନ୍ତୁ ଭୂକମ୍ପପ୍ରବଣ ଅଞ୍ଚଳରେ ଥିବା ପ୍ରକଳ୍ପଗୁଡ଼ିକ ବିଷୟରେ ଲୋକଙ୍କ ମନରେ ଆଶଙ୍କା ରହିଛି । ଜୈତାପୁର ପ୍ରକଳ୍ପକୁ ନେଇ ବିରୋଧ ଜାରି ରହିଛି । (376, 294, 746, 361)
sudoku-title: ସୁ-ଡୋ-କୁ (164, 1795, 360, 1842)
solution-row (191, 2315, 308, 2328)
sudoku-cell[interactable]: 1 (185, 1892, 220, 1927)
chirantani-poem (18, 51, 346, 151)
sudoku-cell[interactable]: 1 (80, 1927, 115, 1962)
sudoku-cell[interactable] (220, 2067, 255, 2102)
sudoku-cell[interactable] (220, 2032, 255, 2067)
solution-cell: 1 (191, 2315, 204, 2328)
contact-email-ads[interactable]: E-mail:advt@dharitri.com (1212, 2207, 1414, 2223)
sudoku-cell[interactable] (150, 2102, 185, 2137)
paragraph: ଓଗାଳ ହେଉଛି ଦୋଳ ପର୍ବର ଏକ ସ୍ୱତନ୍ତ୍ର ପରମ୍ପରା । ଏଥିରେ ଗାଁର ଗୋପାଳମାନେ ଗାଈଙ୍କୁ ଏକାଠି କରି ଦୌଡ଼ାନ୍ତି । ଲୋକମାନେ ଏହାକୁ ଦେଖିବା ପାଇଁ ଭିଡ଼ ଜମାନ୍ତି । (1152, 303, 1484, 351)
dolare-box (1140, 4, 1496, 1494)
ekamra-col2 (756, 990, 1122, 1790)
sudoku-cell[interactable] (150, 1892, 185, 1927)
solution-cell: 8 (230, 2302, 243, 2315)
solution-cell: 4 (243, 2289, 256, 2302)
sudoku-cell[interactable]: 3 (80, 1857, 115, 1892)
paragraph: ଝାଉଁବଣ ଓ ମ୍ୟାଙ୍ଗ୍ରୋଭ ଜଙ୍ଗଲ କାଟି ଚିଙ୍ଗୁଡ଼ି ଚାଷ କରାଯିବାରୁ ପ୍ରାକୃତିକ ସୁରକ୍ଷା କବଚ ନଷ୍ଟ ହୋଇଛି । ପ୍ରଶାସନ ଏଥିପ୍ରତି ଧ୍ୟାନ ଦେବା ଜରୁରୀ । (4, 1014, 360, 1046)
sudoku-row (45, 1927, 360, 1962)
paragraph: ସ୍ଥାନୀୟ ଲୋକମାନେ ଦୀର୍ଘଦିନ ଧରି ଉପକୂଳ ସୁରକ୍ଷା ଯୋଜନାର ଦାବି କରିଆସୁଛନ୍ତି । କିନ୍ତୁ ପ୍ରସ୍ତାବଗୁଡ଼ିକ କାଗଜପତ୍ରରେ ସୀମିତ ରହିଛି । ଜିଲ୍ଲାର ୩୦ଟି ଗାଁ ସମୁଦ୍ର କ୍ଷୟ କବଳରେ । (4, 1053, 360, 1102)
contact-email-ads-2[interactable]: :miku11@yahoo.com (Use only for (1187, 2228, 1439, 2243)
masthead-star-icon (1050, 15, 1106, 71)
sudoku-cell[interactable] (220, 1857, 255, 1892)
